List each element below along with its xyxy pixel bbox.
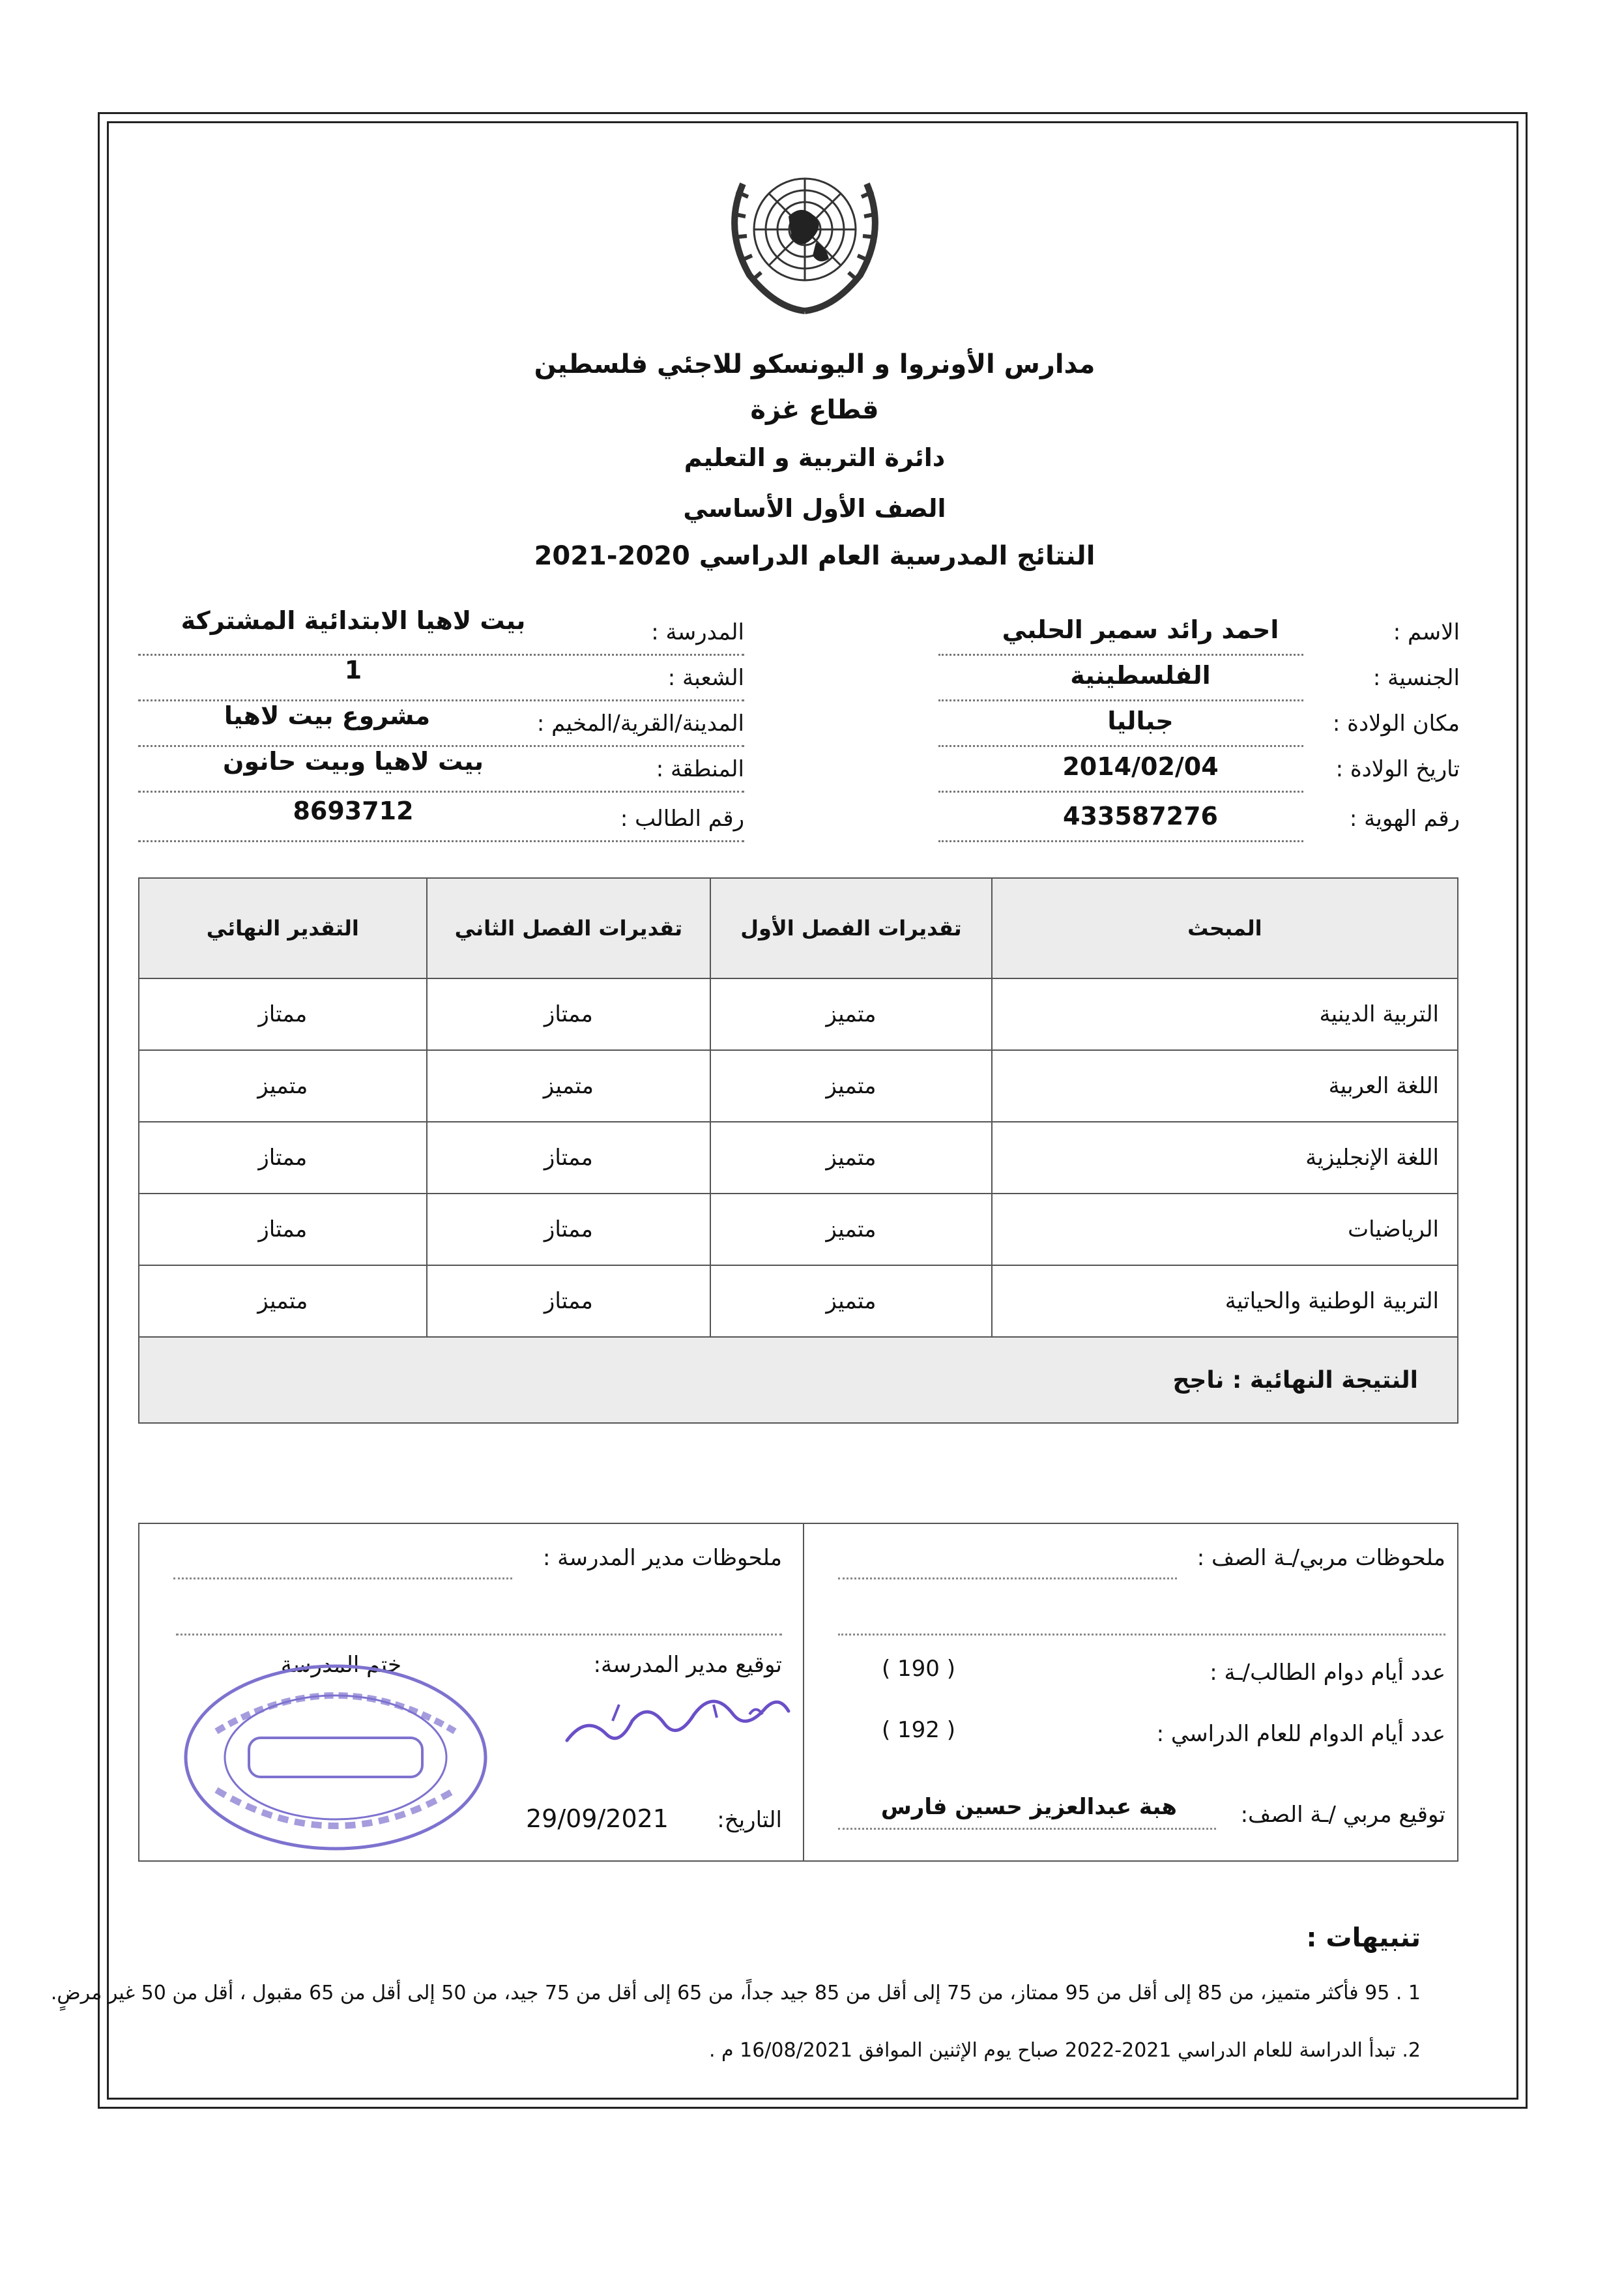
student-no-label: رقم الطالب : [620, 806, 744, 832]
section-label: الشعبة : [667, 665, 744, 691]
student-birthplace: جباليا [1107, 707, 1174, 735]
section-row [138, 656, 744, 701]
dots [838, 1634, 1445, 1635]
warnings-title: تنبيهات : [1306, 1923, 1421, 1953]
table-row [139, 1122, 1458, 1194]
header-results-title: النتائج المدرسية العام الدراسي 2020-2021 [534, 541, 1095, 571]
term2-cell: متميز [427, 1050, 711, 1122]
header-subject: المبحث [992, 878, 1458, 978]
birthplace-label: مكان الولادة : [1332, 711, 1460, 737]
warning-line-2: 2. تبدأ الدراسة للعام الدراسي 2021-2022 صباح يوم الإثنين الموافق 16/08/2021 م . [708, 2039, 1421, 2062]
dots [176, 1634, 782, 1635]
school-stamp-label: ختم المدرسة [280, 1652, 401, 1678]
final-cell: ممتاز [139, 1122, 427, 1194]
term1-cell: متميز [710, 978, 992, 1050]
final-cell: ممتاز [139, 1194, 427, 1265]
final-result: النتيجة النهائية : ناجح [139, 1337, 1458, 1423]
un-emblem-icon [697, 145, 912, 340]
notes-divider [803, 1524, 804, 1860]
final-cell: متميز [139, 1050, 427, 1122]
header-final: التقدير النهائي [139, 878, 427, 978]
section-value: 1 [344, 656, 362, 684]
dots [938, 699, 1303, 701]
school-row [138, 606, 744, 656]
term2-cell: ممتاز [427, 1122, 711, 1194]
school-days-label: عدد أيام الدوام للعام الدراسي : [1156, 1721, 1445, 1747]
teacher-notes-label: ملحوظات مربي/ـة الصف : [1196, 1545, 1445, 1571]
header-term2: تقديرات الفصل الثاني [427, 878, 711, 978]
attendance-value: ( 190 ) [881, 1656, 955, 1682]
date-label: التاريخ: [717, 1807, 782, 1833]
city-row [138, 701, 744, 747]
header-region: قطاع غزة [750, 395, 879, 425]
table-row [139, 1050, 1458, 1122]
subject-cell: التربية الدينية [992, 978, 1458, 1050]
final-cell: متميز [139, 1265, 427, 1337]
name-label: الاسم : [1393, 619, 1460, 645]
area-row [138, 747, 744, 793]
term2-cell: ممتاز [427, 1194, 711, 1265]
school-stamp [177, 1660, 494, 1855]
school-name: بيت لاهيا الابتدائية المشتركة [181, 606, 526, 635]
table-row [139, 1194, 1458, 1265]
attendance-label: عدد أيام دوام الطالب/ـة : [1210, 1660, 1445, 1686]
grades-table [138, 877, 1458, 1424]
id-label: رقم الهوية : [1349, 806, 1460, 832]
dots [938, 654, 1303, 656]
birthdate-label: تاريخ الولادة : [1335, 756, 1460, 782]
principal-signature [554, 1695, 802, 1760]
term2-cell: ممتاز [427, 978, 711, 1050]
table-row [139, 1265, 1458, 1337]
term1-cell: متميز [710, 1265, 992, 1337]
subject-cell: التربية الوطنية والحياتية [992, 1265, 1458, 1337]
dots [138, 840, 744, 842]
student-no-row [138, 797, 744, 842]
warning-line-1: 1 . 95 فأكثر متميز، من 85 إلى أقل من 95 ممتاز، من 75 إلى أقل من 85 جيد جداً، من 65 إلى أقل من 75 جيد، من 50 إلى أقل من 65 مقبول ، أقل من 50 غير مرضٍ. [50, 1982, 1421, 2004]
name-row [841, 615, 1460, 656]
area-value: بيت لاهيا وبيت حانون [223, 747, 484, 776]
term1-cell: متميز [710, 1194, 992, 1265]
student-nationality: الفلسطينية [1070, 661, 1211, 690]
birthdate-row [841, 752, 1460, 793]
dots [938, 840, 1303, 842]
header-department: دائرة التربية و التعليم [684, 443, 946, 472]
school-days-value: ( 192 ) [881, 1717, 955, 1743]
id-row [841, 802, 1460, 842]
grades-header-row [139, 878, 1458, 978]
date-value: 29/09/2021 [525, 1804, 669, 1833]
principal-signature-label: توقيع مدير المدرسة: [593, 1652, 782, 1678]
header-term1: تقديرات الفصل الأول [710, 878, 992, 978]
table-row [139, 978, 1458, 1050]
student-birthdate: 2014/02/04 [1062, 752, 1219, 781]
dots [938, 745, 1303, 747]
term2-cell: ممتاز [427, 1265, 711, 1337]
nationality-label: الجنسية : [1372, 665, 1460, 691]
dots [838, 1577, 1177, 1579]
nationality-row [841, 661, 1460, 701]
term1-cell: متميز [710, 1122, 992, 1194]
dots [138, 791, 744, 793]
student-id-number: 433587276 [1063, 802, 1218, 830]
city-value: مشروع بيت لاهيا [224, 701, 431, 730]
school-label: المدرسة : [651, 619, 744, 645]
subject-cell: اللغة العربية [992, 1050, 1458, 1122]
dots [173, 1577, 512, 1579]
subject-cell: الرياضيات [992, 1194, 1458, 1265]
final-cell: ممتاز [139, 978, 427, 1050]
header-grade: الصف الأول الأساسي [683, 494, 946, 523]
dots [938, 791, 1303, 793]
teacher-signature-label: توقيع مربي /ـة الصف: [1240, 1802, 1445, 1828]
subject-cell: اللغة الإنجليزية [992, 1122, 1458, 1194]
term1-cell: متميز [710, 1050, 992, 1122]
header-org: مدارس الأونروا و اليونسكو للاجئي فلسطين [534, 349, 1095, 379]
city-label: المدينة/القرية/المخيم : [536, 711, 744, 737]
dots [838, 1828, 1216, 1830]
student-name: احمد رائد سمير الحلبي [1002, 615, 1279, 644]
area-label: المنطقة : [656, 756, 744, 782]
principal-notes-label: ملحوظات مدير المدرسة : [542, 1545, 782, 1571]
teacher-name: هبة عبدالعزيز حسين فارس [880, 1794, 1177, 1820]
final-result-row [139, 1337, 1458, 1423]
student-no-value: 8693712 [293, 797, 414, 825]
birthplace-row [841, 707, 1460, 747]
